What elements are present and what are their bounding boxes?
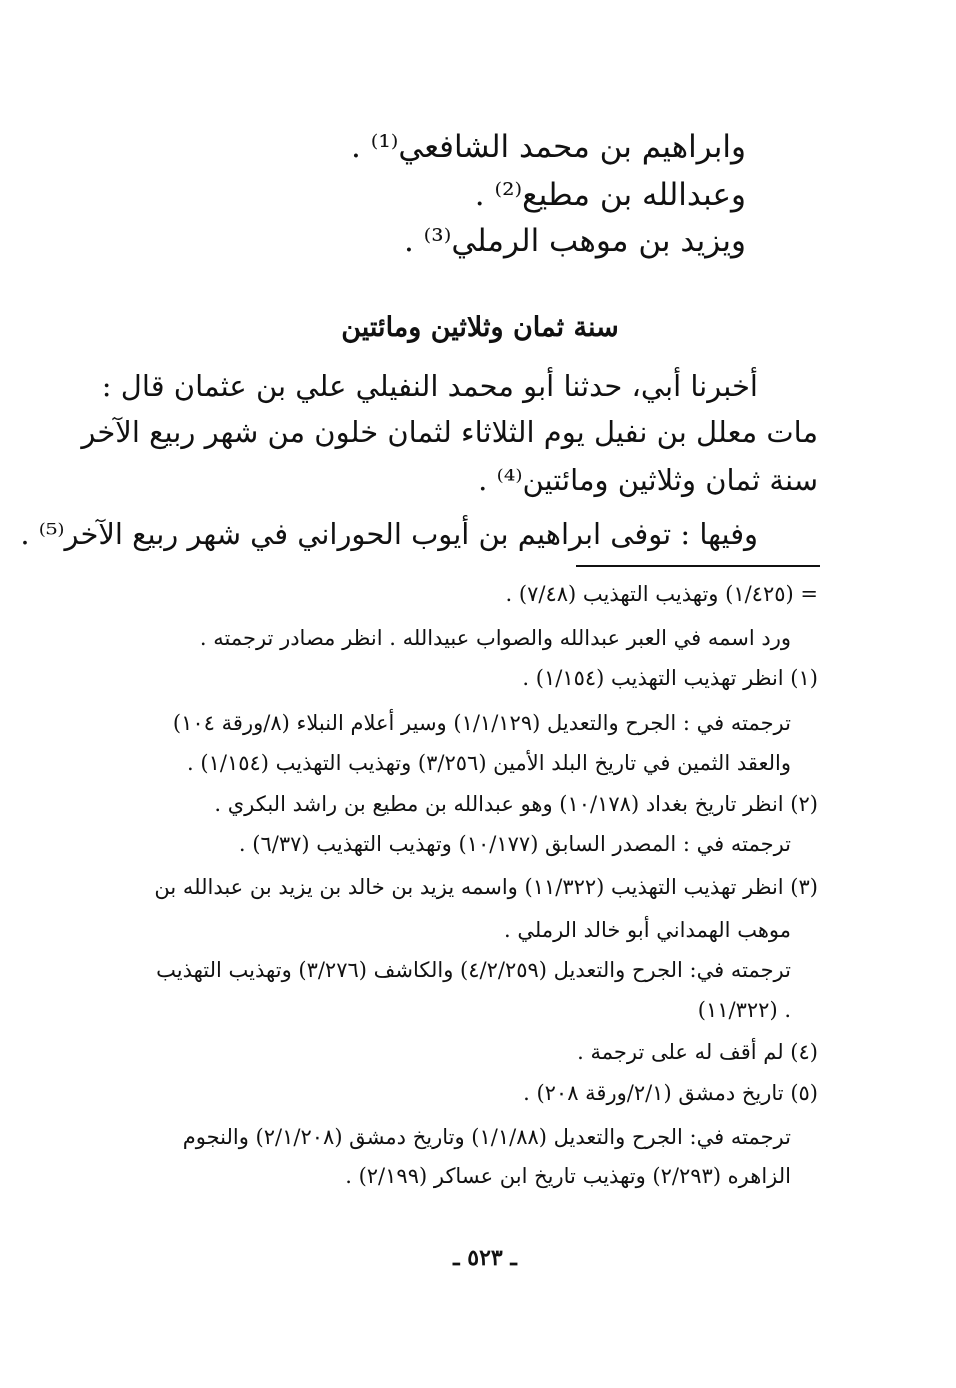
footnote-line-10: ترجمته في: الجرح والتعديل (٤/٢/٢٥٩) والكاشف (٣/٢٧٦) وتهذيب التهذيب	[156, 958, 791, 982]
footnote-separator	[576, 565, 820, 567]
footnote-line-7: ترجمته في : المصدر السابق (١٠/١٧٧) وتهذيب التهذيب (٦/٣٧) .	[238, 832, 791, 856]
body-line-2: مات معلل بن نفيل يوم الثلاثاء لثمان خلون من شهر ربيع الآخر	[81, 415, 818, 449]
top-line-2: وعبدالله بن مطيع⁽²⁾ .	[474, 177, 746, 213]
footnote-line-6: (٢) انظر تاريخ بغداد (١٠/١٧٨) وهو عبدالله بن مطيع بن راشد البكري .	[214, 792, 818, 816]
footnote-line-8: (٣) انظر تهذيب التهذيب (١١/٣٢٢) واسمه يزيد بن خالد بن يزيد بن عبدالله بن	[154, 875, 818, 899]
body-line-4: وفيها : توفى ابراهيم بن أيوب الحوراني في شهر ربيع الآخر⁽⁵⁾ .	[20, 517, 758, 551]
top-line-1: وابراهيم بن محمد الشافعي⁽¹⁾ .	[350, 129, 746, 165]
footnote-line-1: = (١/٤٢٥) وتهذيب التهذيب (٧/٤٨) .	[505, 582, 818, 606]
footnote-line-4: ترجمته في : الجرح والتعديل (١/١/١٢٩) وسير أعلام النبلاء (٨/ورقة ١٠٤)	[172, 711, 791, 735]
footnote-line-15: الزاهره (٢/٢٩٣) وتهذيب تاريخ ابن عساكر (٢/١٩٩) .	[345, 1164, 791, 1188]
footnote-line-2: ورد اسمه في العبر عبدالله والصواب عبيدالله . انظر مصادر ترجمته .	[199, 626, 791, 650]
footnote-line-14: ترجمته في: الجرح والتعديل (١/١/٨٨) وتاريخ دمشق (٢/١/٢٠٨) والنجوم	[182, 1125, 791, 1149]
footnote-line-13: (٥) تاريخ دمشق (٢/١/ورقة ٢٠٨) .	[523, 1081, 818, 1105]
footnote-line-9: موهب الهمداني أبو خالد الرملي .	[504, 918, 791, 942]
page-number: ـ ٥٢٣ ـ	[453, 1245, 517, 1271]
section-heading: سنة ثمان وثلاثين ومائتين	[341, 312, 619, 343]
footnote-line-5: والعقد الثمين في تاريخ البلد الأمين (٣/٢٥٦) وتهذيب التهذيب (١/١٥٤) .	[187, 751, 791, 775]
body-line-1: أخبرنا أبي، حدثنا أبو محمد النفيلي علي بن عثمان قال :	[101, 369, 758, 403]
footnote-line-12: (٤) لم أقف له على ترجمة .	[577, 1040, 818, 1064]
footnote-line-3: (١) انظر تهذيب التهذيب (١/١٥٤) .	[522, 666, 818, 690]
top-line-3: ويزيد بن موهب الرملي⁽³⁾ .	[403, 223, 746, 259]
body-line-3: سنة ثمان وثلاثين ومائتين⁽⁴⁾ .	[478, 463, 818, 497]
footnote-line-11: (١١/٣٢٢) .	[697, 998, 791, 1022]
